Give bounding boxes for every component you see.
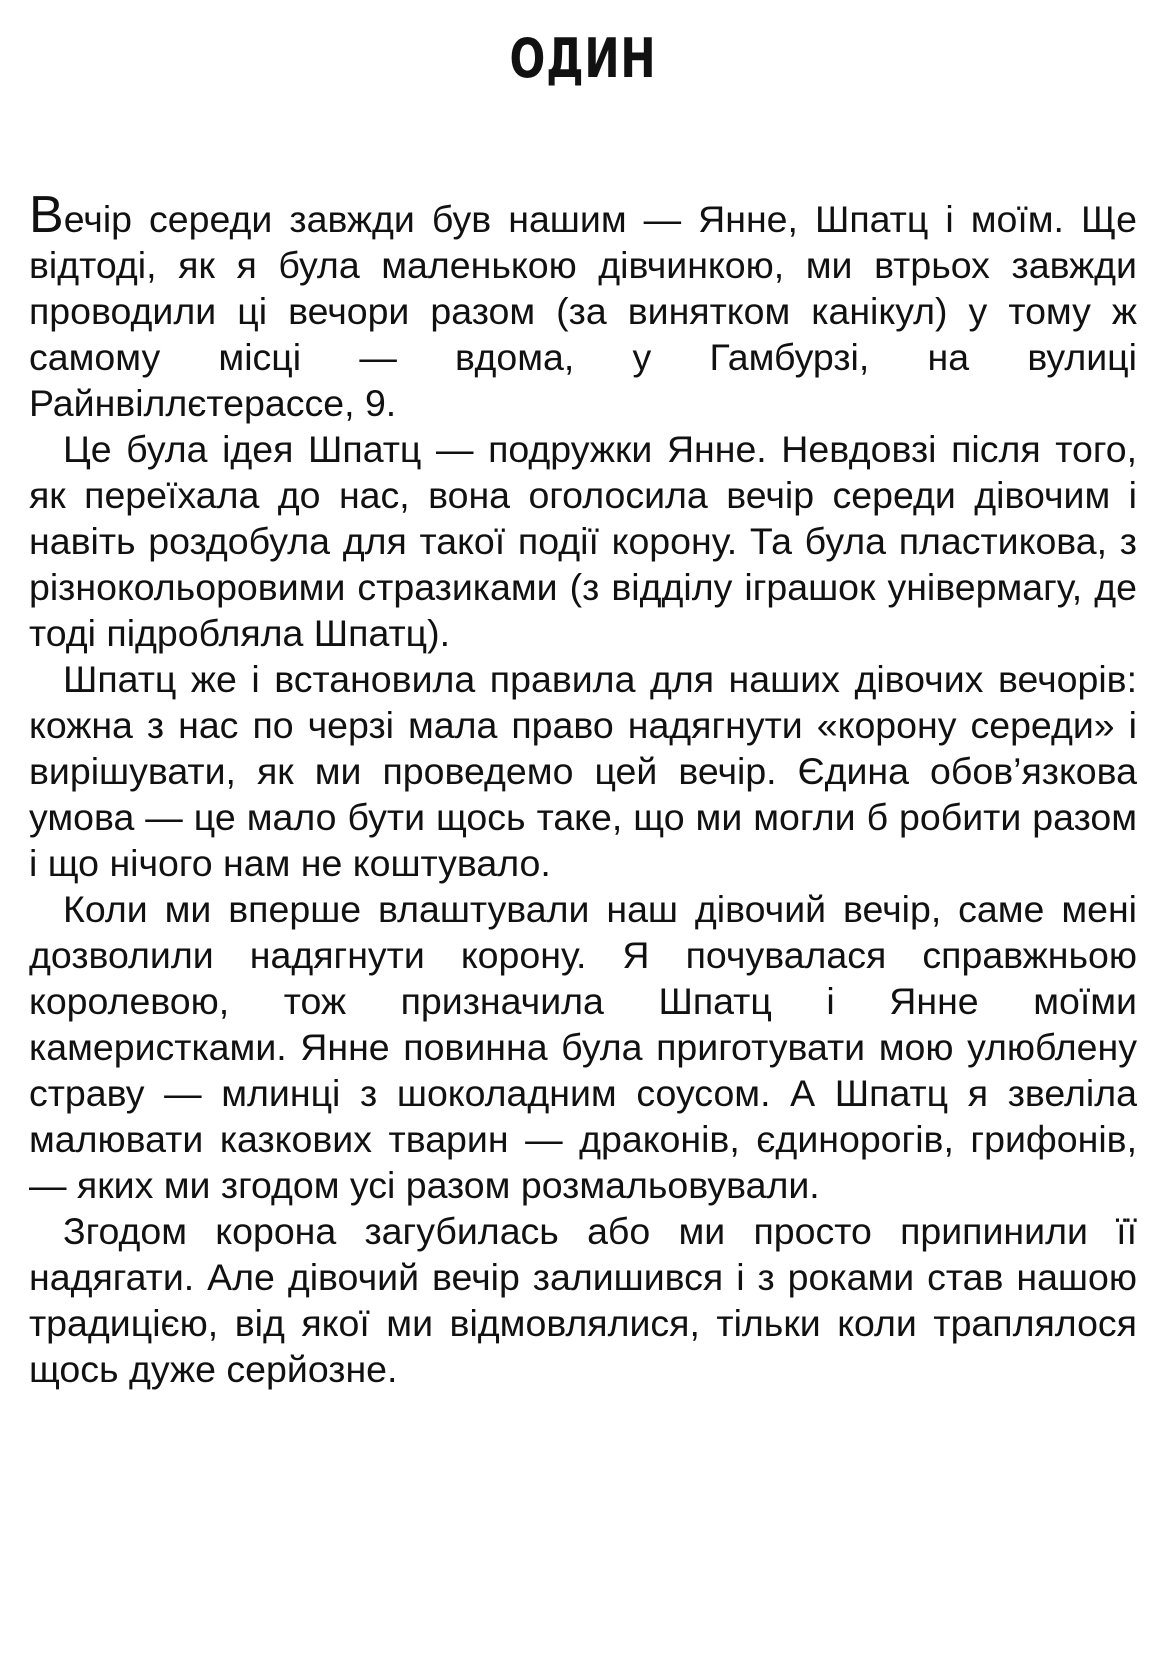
paragraph-1: [29, 186, 1137, 426]
drop-cap: В: [29, 186, 64, 244]
paragraph-1-text: ечір середи завжди був нашим — Янне, Шпатц і моїм. Ще відтоді, як я була маленькою дівчинкою, ми втрьох завжди проводили ці вечори разом (за винятком канікул) у тому ж самому місці — вдома, у Гамбурзі, на вулиці Райнвіллєтерассе, 9.: [29, 198, 1137, 424]
chapter-body: [29, 186, 1137, 1392]
paragraph-3: Шпатц же і встановила правила для наших дівочих вечорів: кожна з нас по черзі мала право надягнути «корону середи» і вирішувати, як ми проведемо цей вечір. Єдина обов’язкова умова — це мало бути щось таке, що ми могли б робити разом і що нічого нам не коштувало.: [29, 658, 1137, 884]
paragraph-5: Згодом корона загубилась або ми просто припинили її надягати. Але дівочий вечір залишився і з роками став нашою традицією, від якої ми відмовлялися, тільки коли траплялося щось дуже серйозне.: [29, 1210, 1137, 1390]
paragraph-4: Коли ми вперше влаштували наш дівочий вечір, саме мені дозволили надягнути корону. Я почувалася справжньою королевою, тож призначила Шпатц і Янне моїми камеристками. Янне повинна була приготувати мою улюблену страву — млинці з шоколадним соусом. А Шпатц я звеліла малювати казкових тварин — драконів, єдинорогів, грифонів, — яких ми згодом усі разом розмальовували.: [29, 888, 1137, 1206]
paragraph-2: Це була ідея Шпатц — подружки Янне. Невдовзі після того, як переїхала до нас, вона оголосила вечір середи дівочим і навіть роздобула для такої події корону. Та була пластикова, з різнокольоровими стразиками (з відділу іграшок універмагу, де тоді підробляла Шпатц).: [29, 428, 1137, 654]
book-page: [29, 0, 1137, 1392]
chapter-title: ОДИН: [509, 27, 657, 90]
